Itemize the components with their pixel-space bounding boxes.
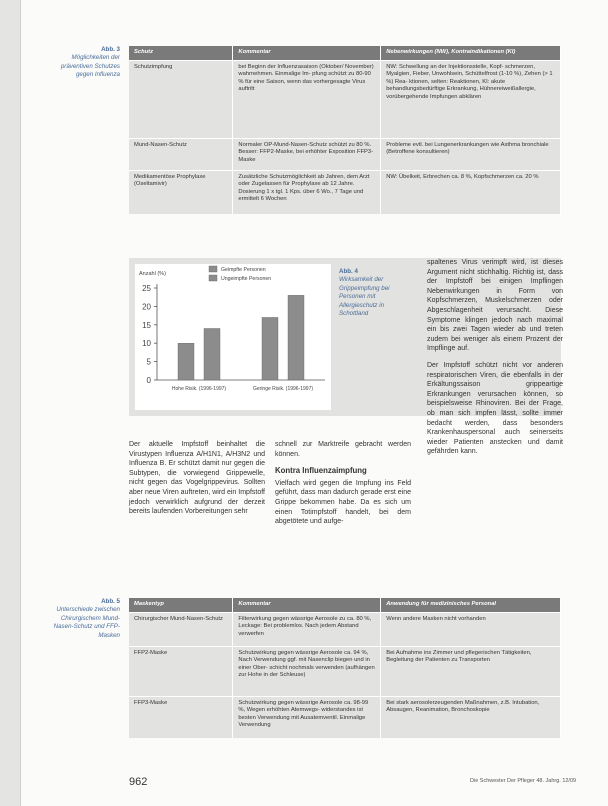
- table-row: [129, 612, 561, 646]
- table-header-cell: Kommentar: [233, 46, 381, 60]
- table-cell: Normaler OP-Mund-Nasen-Schutz schützt zu 80 %. Besser: FFP2-Maske, bei erhöhter Exposition FFP3-Maske: [233, 138, 381, 170]
- footer-source: Die Schwester Der Pfleger 48. Jahrg. 12/09: [470, 778, 577, 784]
- table-cell: NW: Schwellung an der Injektionsstelle, Kopf- schmerzen, Myalgien, Fieber, Unwohlsein, Schüttelfrost (1-10 %), Zehen (> 1 %) Rea- ktionen, selten: Reaktionen, KI: akute behandlungsbedürftige Erkrankung, Hühnereiweißallergie, vorübergehende Impfungen abklären: [381, 60, 561, 138]
- table-header-cell: Maskentyp: [129, 598, 233, 612]
- body-column-2: [275, 440, 411, 527]
- table-header-cell: Kommentar: [233, 598, 381, 612]
- body-paragraph: spaltenes Virus verimpft wird, ist dieses Argument nicht stichhaltig. Richtig ist, dass der Impfstoff bei einigen Impflingen Nebenwirkungen in Form von Kopfschmerzen, Muskelschmerzen oder Abgeschlagenheit verursacht. Diese Symptome klingen jedoch nach maximal ein bis zwei Tagen wieder ab und treten zudem bei weniger als einem Prozent der Impflinge auf.: [427, 259, 563, 353]
- body-paragraph: schnell zur Marktreife gebracht werden können.: [275, 441, 411, 458]
- table-cell: Bei stark aerosolerzeugenden Maßnahmen, z.B. Intubation, Absaugen, Reanimation, Bronchoskopie: [381, 696, 561, 738]
- table-cell: Zusätzliche Schutzmöglichkeit ab Jahren, dem Arzt oder Zugelassen für Prophylaxe ab 12 Jahre. Dosierung 1 x tgl. 1 Kps. über 6 Wo., 7 Tage und ermittelt 6 Wochen: [233, 170, 381, 214]
- legend-swatch: [209, 266, 217, 272]
- table-cell: Schutzimpfung: [129, 60, 233, 138]
- table2-caption-label: Abb. 5: [101, 598, 120, 605]
- table2-caption: [44, 598, 120, 640]
- legend-swatch: [209, 275, 217, 281]
- protection-table-header: [129, 46, 561, 60]
- page-number: 962: [129, 776, 148, 788]
- table-cell: Mund-Nasen-Schutz: [129, 138, 233, 170]
- table-cell: Schutzwirkung gegen wässrige Aerosole ca. 98-99 %, Wegen erhöhten Atemwegs- widerstandes ist besten Verwendung mit Ausatemventil. Einmalige Verwendung: [233, 696, 381, 738]
- table-cell: Medikamentöse Prophylaxe (Oseltamivir): [129, 170, 233, 214]
- table-cell: FFP3-Maske: [129, 696, 233, 738]
- mask-table: [129, 598, 561, 738]
- table-cell: Bei Aufnahme ins Zimmer und pflegerischen Tätigkeiten, Begleitung der Patienten zu Transporten: [381, 646, 561, 696]
- body-paragraph: Der aktuelle Impfstoff beinhaltet die Virustypen Influenza A/H1N1, A/H3N2 und Influenza B. Er schützt damit nur gegen die Subtypen, die vorwiegend Grippewelle, nicht gegen das Vogelgrippevirus. Sollten aber neue Viren auftreten, wird ein Impfstoff jedoch verwirklich aufgrund der derzeit bereits laufenden Vorbereitungen sehr: [129, 441, 265, 516]
- table-row: [129, 646, 561, 696]
- chart-bar: [204, 328, 220, 380]
- table-cell: Schutzwirkung gegen wässrige Aerosole ca. 94 %, Nach Verwendung ggf. mit Nasenclip biegen und in einer Ober- schicht nochmals verwenden (aufhängen zur Hohe in der Schleuse): [233, 646, 381, 696]
- y-tick-label: 25: [142, 284, 151, 293]
- table1-caption: [44, 46, 120, 80]
- chart-bar: [288, 295, 304, 380]
- y-axis-label: Anzahl (%): [139, 271, 166, 277]
- table-row: [129, 170, 561, 214]
- body-column-1: [129, 440, 265, 517]
- body-paragraph: Vielfach wird gegen die Impfung ins Feld geführt, dass man dadurch gerade erst eine Grippe bekommen habe. Da es sich um einen Totimpfstoff handelt, bei dem abgetötete und aufge-: [275, 479, 411, 526]
- mask-table-header: [129, 598, 561, 612]
- y-tick-label: 0: [146, 376, 151, 385]
- chart-bar: [178, 343, 194, 380]
- left-margin-line: [20, 0, 21, 806]
- table-cell: Wenn andere Masken nicht vorhanden: [381, 612, 561, 646]
- table-cell: Chirurgischer Mund-Nasen-Schutz: [129, 612, 233, 646]
- table-cell: NW: Übelkeit, Erbrechen ca. 8 %, Kopfschmerzen ca. 20 %: [381, 170, 561, 214]
- table-row: [129, 60, 561, 138]
- table-cell: bei Beginn der Influenzasaison (Oktober/ November) wahrnehmen. Einmalige Im- pfung schützt zu 80-90 % für eine Saison, wenn das vorhergesagte Virus auftritt: [233, 60, 381, 138]
- table-header-cell: Schutz: [129, 46, 233, 60]
- table-cell: Filterwirkung gegen wässrige Aerosole zu ca. 80 %, Leckage: Bei problemlos. Nach jedem Abstand verwerfen: [233, 612, 381, 646]
- legend-label: Ungeimpfte Personen: [221, 276, 272, 282]
- legend-label: Geimpfte Personen: [221, 267, 266, 273]
- table-header-cell: Nebenwirkungen (NW), Kontraindikationen (KI): [381, 46, 561, 60]
- table-cell: FFP2-Maske: [129, 646, 233, 696]
- y-tick-label: 5: [146, 357, 151, 367]
- table-row: [129, 696, 561, 738]
- table-row: [129, 138, 561, 170]
- x-category-label: Geringe Risik. (1996-1997): [252, 386, 314, 392]
- body-column-3: [427, 258, 563, 457]
- protection-table: [129, 46, 561, 214]
- table1-caption-text: Möglichkeiten der präventiven Schutzes gegen Influenza: [60, 54, 120, 79]
- table-header-cell: Anwendung für medizinisches Personal: [381, 598, 561, 612]
- body-paragraph: Der Impfstoff schützt nicht vor anderen respiratorischen Viren, die ebenfalls in der Erkältungssaison grippeartige Erkrankungen verursachen können, so beispielsweise Rhinoviren. Bei der Frage, ob man sich impfen lässt, sollte immer bedacht werden, dass besonders Krankenhauspersonal auch seinerseits wieder Patienten anstecken und damit gefährden kann.: [427, 361, 563, 456]
- table2-caption-text: Unterschiede zwischen Chirurgischem Mund-Nasen-Schutz und FFP-Masken: [53, 606, 120, 639]
- section-heading: Kontra Influenzaimpfung: [275, 466, 367, 476]
- chart-bar: [262, 317, 278, 380]
- left-margin-bar: [0, 0, 20, 806]
- chart-caption-text: Wirksamkeit der Grippeimpfung bei Personen mit Allergieschutz in Schottland: [339, 276, 390, 318]
- y-tick-label: 10: [142, 339, 151, 349]
- chart-caption: [339, 268, 405, 318]
- x-category-label: Hohe Risik. (1996-1997): [171, 386, 227, 392]
- chart-caption-label: Abb. 4: [339, 268, 358, 275]
- y-tick-label: 15: [142, 320, 151, 330]
- table-cell: Probleme evtl. bei Lungenerkrankungen wie Asthma bronchiale (Betroffene konsultieren): [381, 138, 561, 170]
- table1-caption-label: Abb. 3: [101, 46, 120, 53]
- y-tick-label: 20: [142, 302, 151, 312]
